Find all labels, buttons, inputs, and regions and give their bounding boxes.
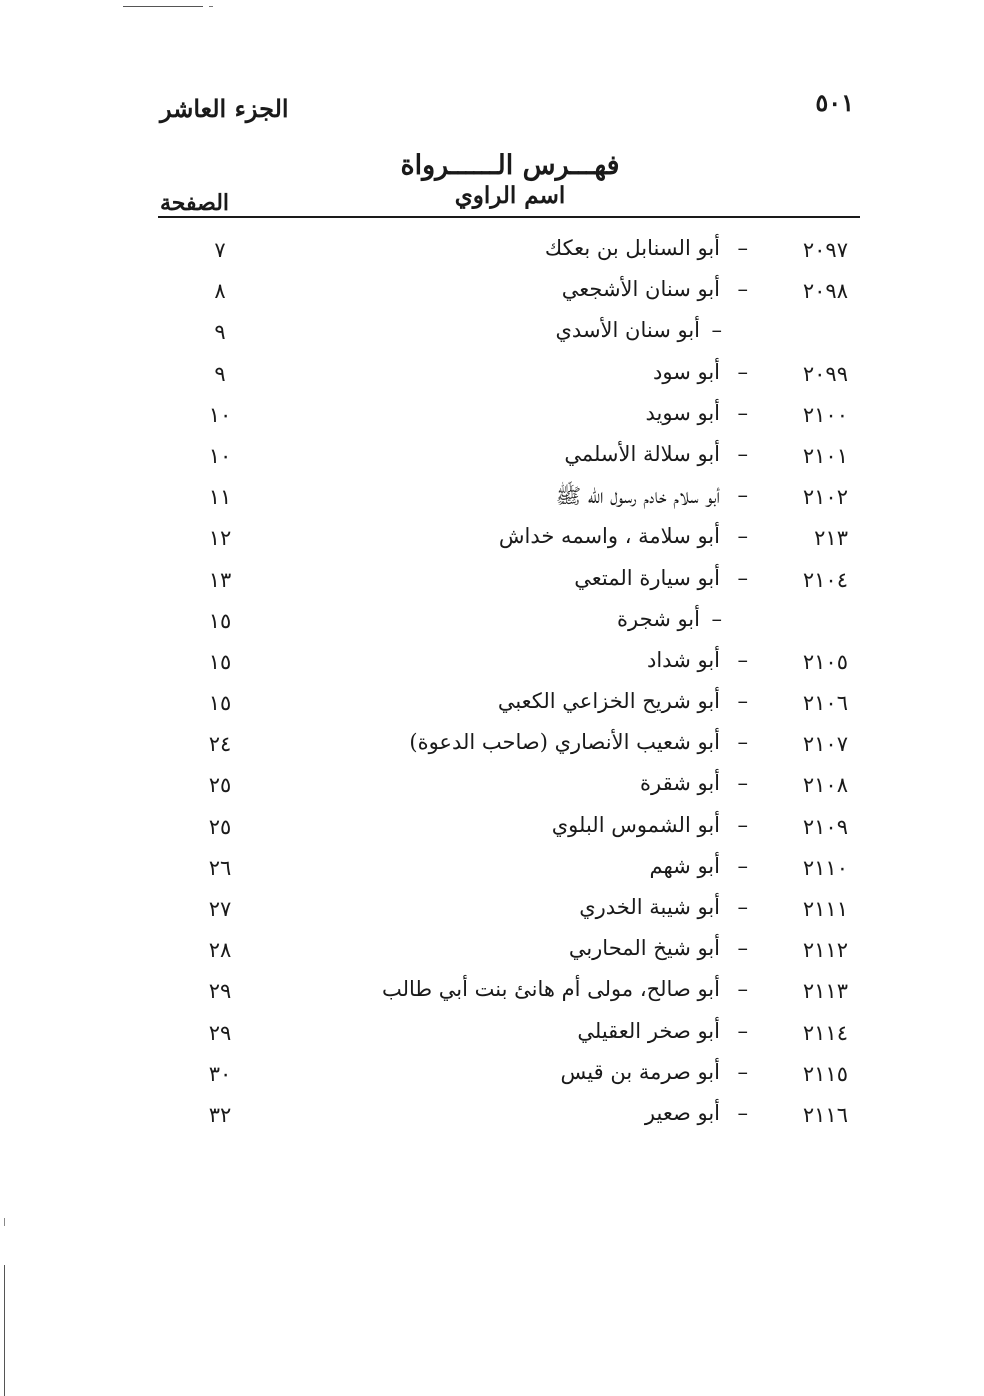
header-rule <box>158 216 860 218</box>
entry-dash: – <box>737 441 748 466</box>
page-ref: ٢٩ <box>208 1020 232 1045</box>
entry-dash: – <box>737 400 748 425</box>
entry-dash: – <box>737 812 748 837</box>
margin-line <box>4 1265 5 1396</box>
page-ref: ١٥ <box>208 691 232 716</box>
entry-dash: – <box>737 1018 748 1043</box>
index-title: فهـــرس الــــــرواة <box>400 150 620 181</box>
entry-number: ٢١٠٩ <box>802 814 848 839</box>
page-ref: ٢٦ <box>208 855 232 880</box>
volume-title: الجزء العاشر <box>160 94 289 123</box>
entry-dash: – <box>737 647 748 672</box>
narrator-name: أبو صرمة بن قيس <box>560 1059 720 1084</box>
entry-number: ٢١١٥ <box>802 1061 848 1086</box>
entry-dash: – <box>737 359 748 384</box>
page-ref: ٢٤ <box>208 732 232 757</box>
page-ref: ٢٧ <box>208 897 232 921</box>
page-ref: ١٣ <box>208 567 232 592</box>
entry-dash: – <box>737 977 748 1002</box>
entry-number: ٢١٠٨ <box>802 773 848 798</box>
narrator-index-list <box>0 236 984 1142</box>
page-ref: ٨ <box>214 279 226 304</box>
narrator-name: أبو شريح الخزاعي الكعبي <box>497 689 720 714</box>
entry-dash: – <box>737 689 748 714</box>
entry-number: ٢١١٤ <box>802 1020 848 1045</box>
index-row <box>0 277 984 318</box>
entry-dash: – <box>711 606 722 631</box>
entry-dash: – <box>737 524 748 549</box>
entry-dash: – <box>737 565 748 590</box>
entry-number: ٢١١٠ <box>802 855 848 880</box>
entry-number: ٢٠٩٩ <box>802 361 848 386</box>
index-row <box>0 360 984 401</box>
page-ref: ١٥ <box>208 649 232 674</box>
page-ref: ١٠ <box>208 402 232 427</box>
column-header-page: الصفحة <box>160 190 230 216</box>
narrator-name: أبو صالح، مولى أم هانئ بنت أبي طالب <box>382 977 720 1002</box>
index-row <box>0 524 984 565</box>
narrator-name: أبو شجرة <box>617 606 700 631</box>
entry-dash: – <box>737 1100 748 1125</box>
page-ref: ٢٨ <box>208 938 232 963</box>
entry-number: ٢٠٩٨ <box>802 279 848 304</box>
index-row <box>0 771 984 812</box>
entry-dash: – <box>737 236 748 260</box>
narrator-name: أبو سنان الأسدي <box>555 318 700 343</box>
narrator-name: أبو الشموس البلوي <box>551 812 720 837</box>
index-row <box>0 483 984 524</box>
page-ref: ١١ <box>208 485 232 510</box>
entry-number: ٢١١١ <box>802 897 848 921</box>
narrator-name: أبو شقرة <box>639 771 720 796</box>
page-ref: ١٥ <box>208 608 232 633</box>
page-ref: ٩ <box>214 320 226 345</box>
narrator-name: أبو صخر العقيلي <box>577 1018 720 1043</box>
index-row <box>0 401 984 442</box>
narrator-name: أبو سلالة الأسلمي <box>564 441 720 466</box>
index-row <box>0 977 984 1018</box>
index-row <box>0 236 984 277</box>
page-ref: ٢٩ <box>208 979 232 1004</box>
narrator-name: أبو شداد <box>646 647 720 672</box>
entry-dash: – <box>711 318 722 343</box>
index-row <box>0 936 984 977</box>
entry-dash: – <box>737 730 748 755</box>
index-row <box>0 442 984 483</box>
narrator-name: أبو صعير <box>644 1100 720 1125</box>
entry-number: ٢٠٩٧ <box>802 238 848 262</box>
narrator-name: أبو سلامة ، واسمه خداش <box>498 524 720 549</box>
entry-dash: – <box>737 1059 748 1084</box>
index-row <box>0 1019 984 1060</box>
entry-dash: – <box>737 895 748 919</box>
page-ref: ٧ <box>214 238 226 262</box>
index-row <box>0 1060 984 1101</box>
narrator-name: أبو شيخ المحاربي <box>568 936 720 961</box>
entry-number: ٢١٣ <box>814 526 848 551</box>
entry-dash: – <box>737 936 748 961</box>
entry-number: ٢١٠٢ <box>802 485 848 510</box>
index-row <box>0 318 984 359</box>
entry-number: ٢١١٣ <box>802 979 848 1004</box>
index-row <box>0 648 984 689</box>
top-rule <box>123 6 203 7</box>
column-header-name: اسم الراوي <box>454 182 566 209</box>
narrator-name: أبو سنان الأشجعي <box>561 277 720 302</box>
entry-dash: – <box>737 277 748 302</box>
margin-mark <box>4 1218 5 1226</box>
narrator-name: أبو سويد <box>645 400 720 425</box>
index-row <box>0 607 984 648</box>
narrator-name: أبو سود <box>653 359 720 384</box>
narrator-name: أبو السنابل بن بعكك <box>544 236 720 260</box>
page-ref: ٩ <box>214 361 226 386</box>
narrator-name: أبو سلام خادم رسول الله ﷺ <box>555 484 720 509</box>
entry-number: ٢١٠٧ <box>802 732 848 757</box>
narrator-name: أبو شيبة الخدري <box>579 895 720 919</box>
index-row <box>0 689 984 730</box>
entry-number: ٢١٠٠ <box>802 402 848 427</box>
entry-dash: – <box>737 853 748 878</box>
index-row <box>0 730 984 771</box>
entry-number: ٢١٠٥ <box>802 649 848 674</box>
index-row <box>0 854 984 895</box>
index-row <box>0 1101 984 1142</box>
index-row <box>0 813 984 854</box>
page-ref: ٢٥ <box>208 773 232 798</box>
page-ref: ٣٠ <box>208 1061 232 1086</box>
entry-dash: – <box>737 771 748 796</box>
index-row <box>0 566 984 607</box>
page-ref: ٢٥ <box>208 814 232 839</box>
entry-number: ٢١٠٤ <box>802 567 848 592</box>
top-tick <box>209 6 213 7</box>
page-ref: ١٢ <box>208 526 232 551</box>
narrator-name: أبو شهم <box>649 853 720 878</box>
entry-number: ٢١٠٦ <box>802 691 848 716</box>
page-number: ٥٠١ <box>815 88 854 117</box>
page-ref: ٣٢ <box>208 1102 232 1127</box>
entry-number: ٢١٠١ <box>802 443 848 468</box>
entry-dash: – <box>737 483 748 508</box>
narrator-name: أبو شعيب الأنصاري (صاحب الدعوة) <box>409 730 720 755</box>
entry-number: ٢١١٦ <box>802 1102 848 1127</box>
page-ref: ١٠ <box>208 443 232 468</box>
index-row <box>0 895 984 936</box>
narrator-name: أبو سيارة المتعي <box>574 565 720 590</box>
entry-number: ٢١١٢ <box>802 938 848 963</box>
